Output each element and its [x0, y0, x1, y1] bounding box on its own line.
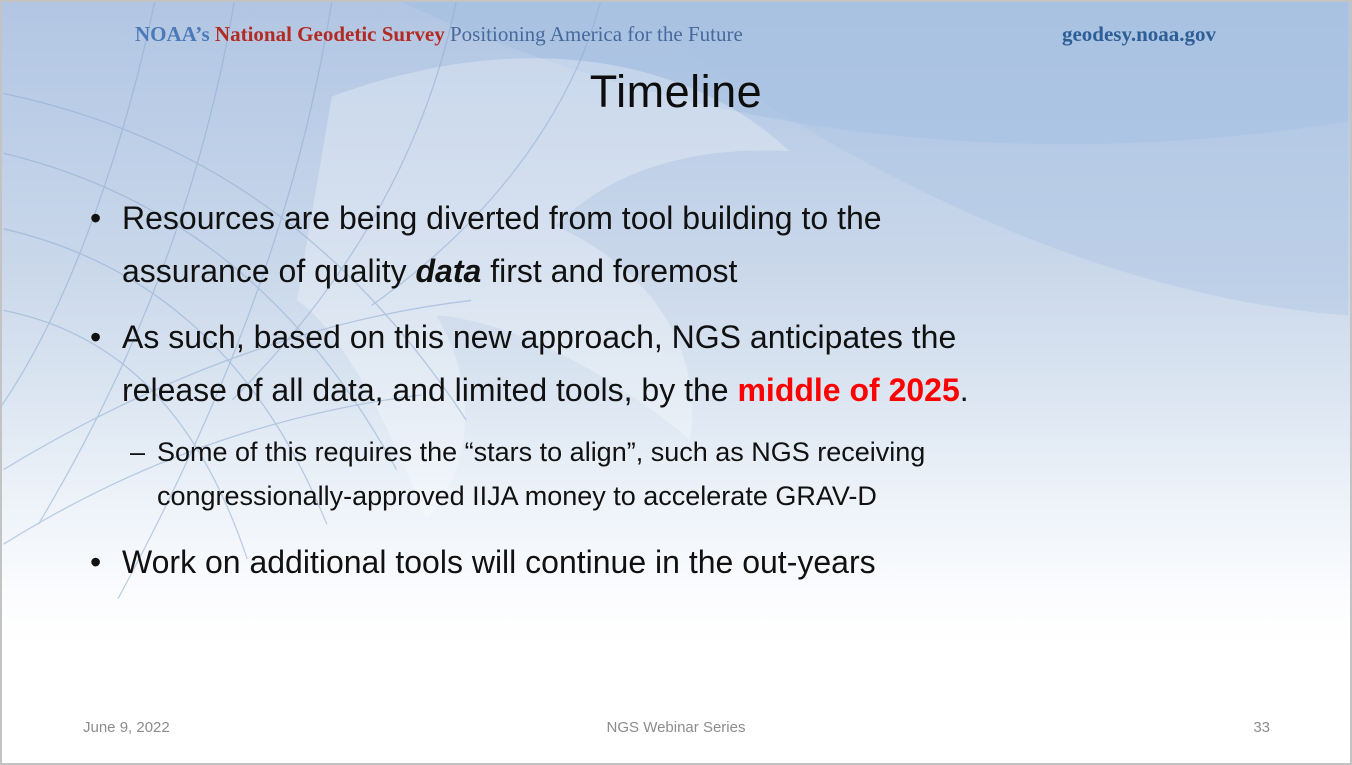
slide-title: Timeline: [589, 66, 763, 117]
bullet-marker: •: [90, 200, 102, 236]
bullet-item: [90, 536, 1270, 589]
header-site-url: geodesy.noaa.gov: [1061, 22, 1216, 46]
bullet-text: Some of this requires the “stars to align”, such as NGS receiving congressionally-approved IIJA money to accelerate GRAV-D: [157, 437, 926, 511]
bullet-marker: •: [90, 544, 102, 580]
footer-page-number: 33: [1253, 719, 1270, 736]
bullet-item: [90, 311, 1270, 417]
header-noaa-prefix: NOAA’s: [135, 22, 210, 46]
bullet-text: Resources are being diverted from tool building to the assurance of quality data first and foremost: [122, 200, 882, 289]
header-banner: [135, 22, 743, 47]
header-tagline: Positioning America for the Future: [449, 22, 743, 46]
footer-date: June 9, 2022: [83, 719, 170, 736]
header-org-name: National Geodetic Survey: [214, 22, 445, 46]
bullet-list: [90, 192, 1270, 602]
slide-footer: [2, 719, 1350, 739]
bullet-marker: •: [90, 319, 102, 355]
bullet-text: As such, based on this new approach, NGS anticipates the release of all data, and limited tools, by the middle of 2025.: [122, 319, 969, 408]
bullet-marker: –: [130, 437, 146, 467]
footer-series-title: NGS Webinar Series: [606, 719, 746, 736]
bullet-text: Work on additional tools will continue in the out-years: [122, 544, 876, 580]
bullet-item: [90, 192, 1270, 298]
bullet-item: [130, 430, 1270, 518]
